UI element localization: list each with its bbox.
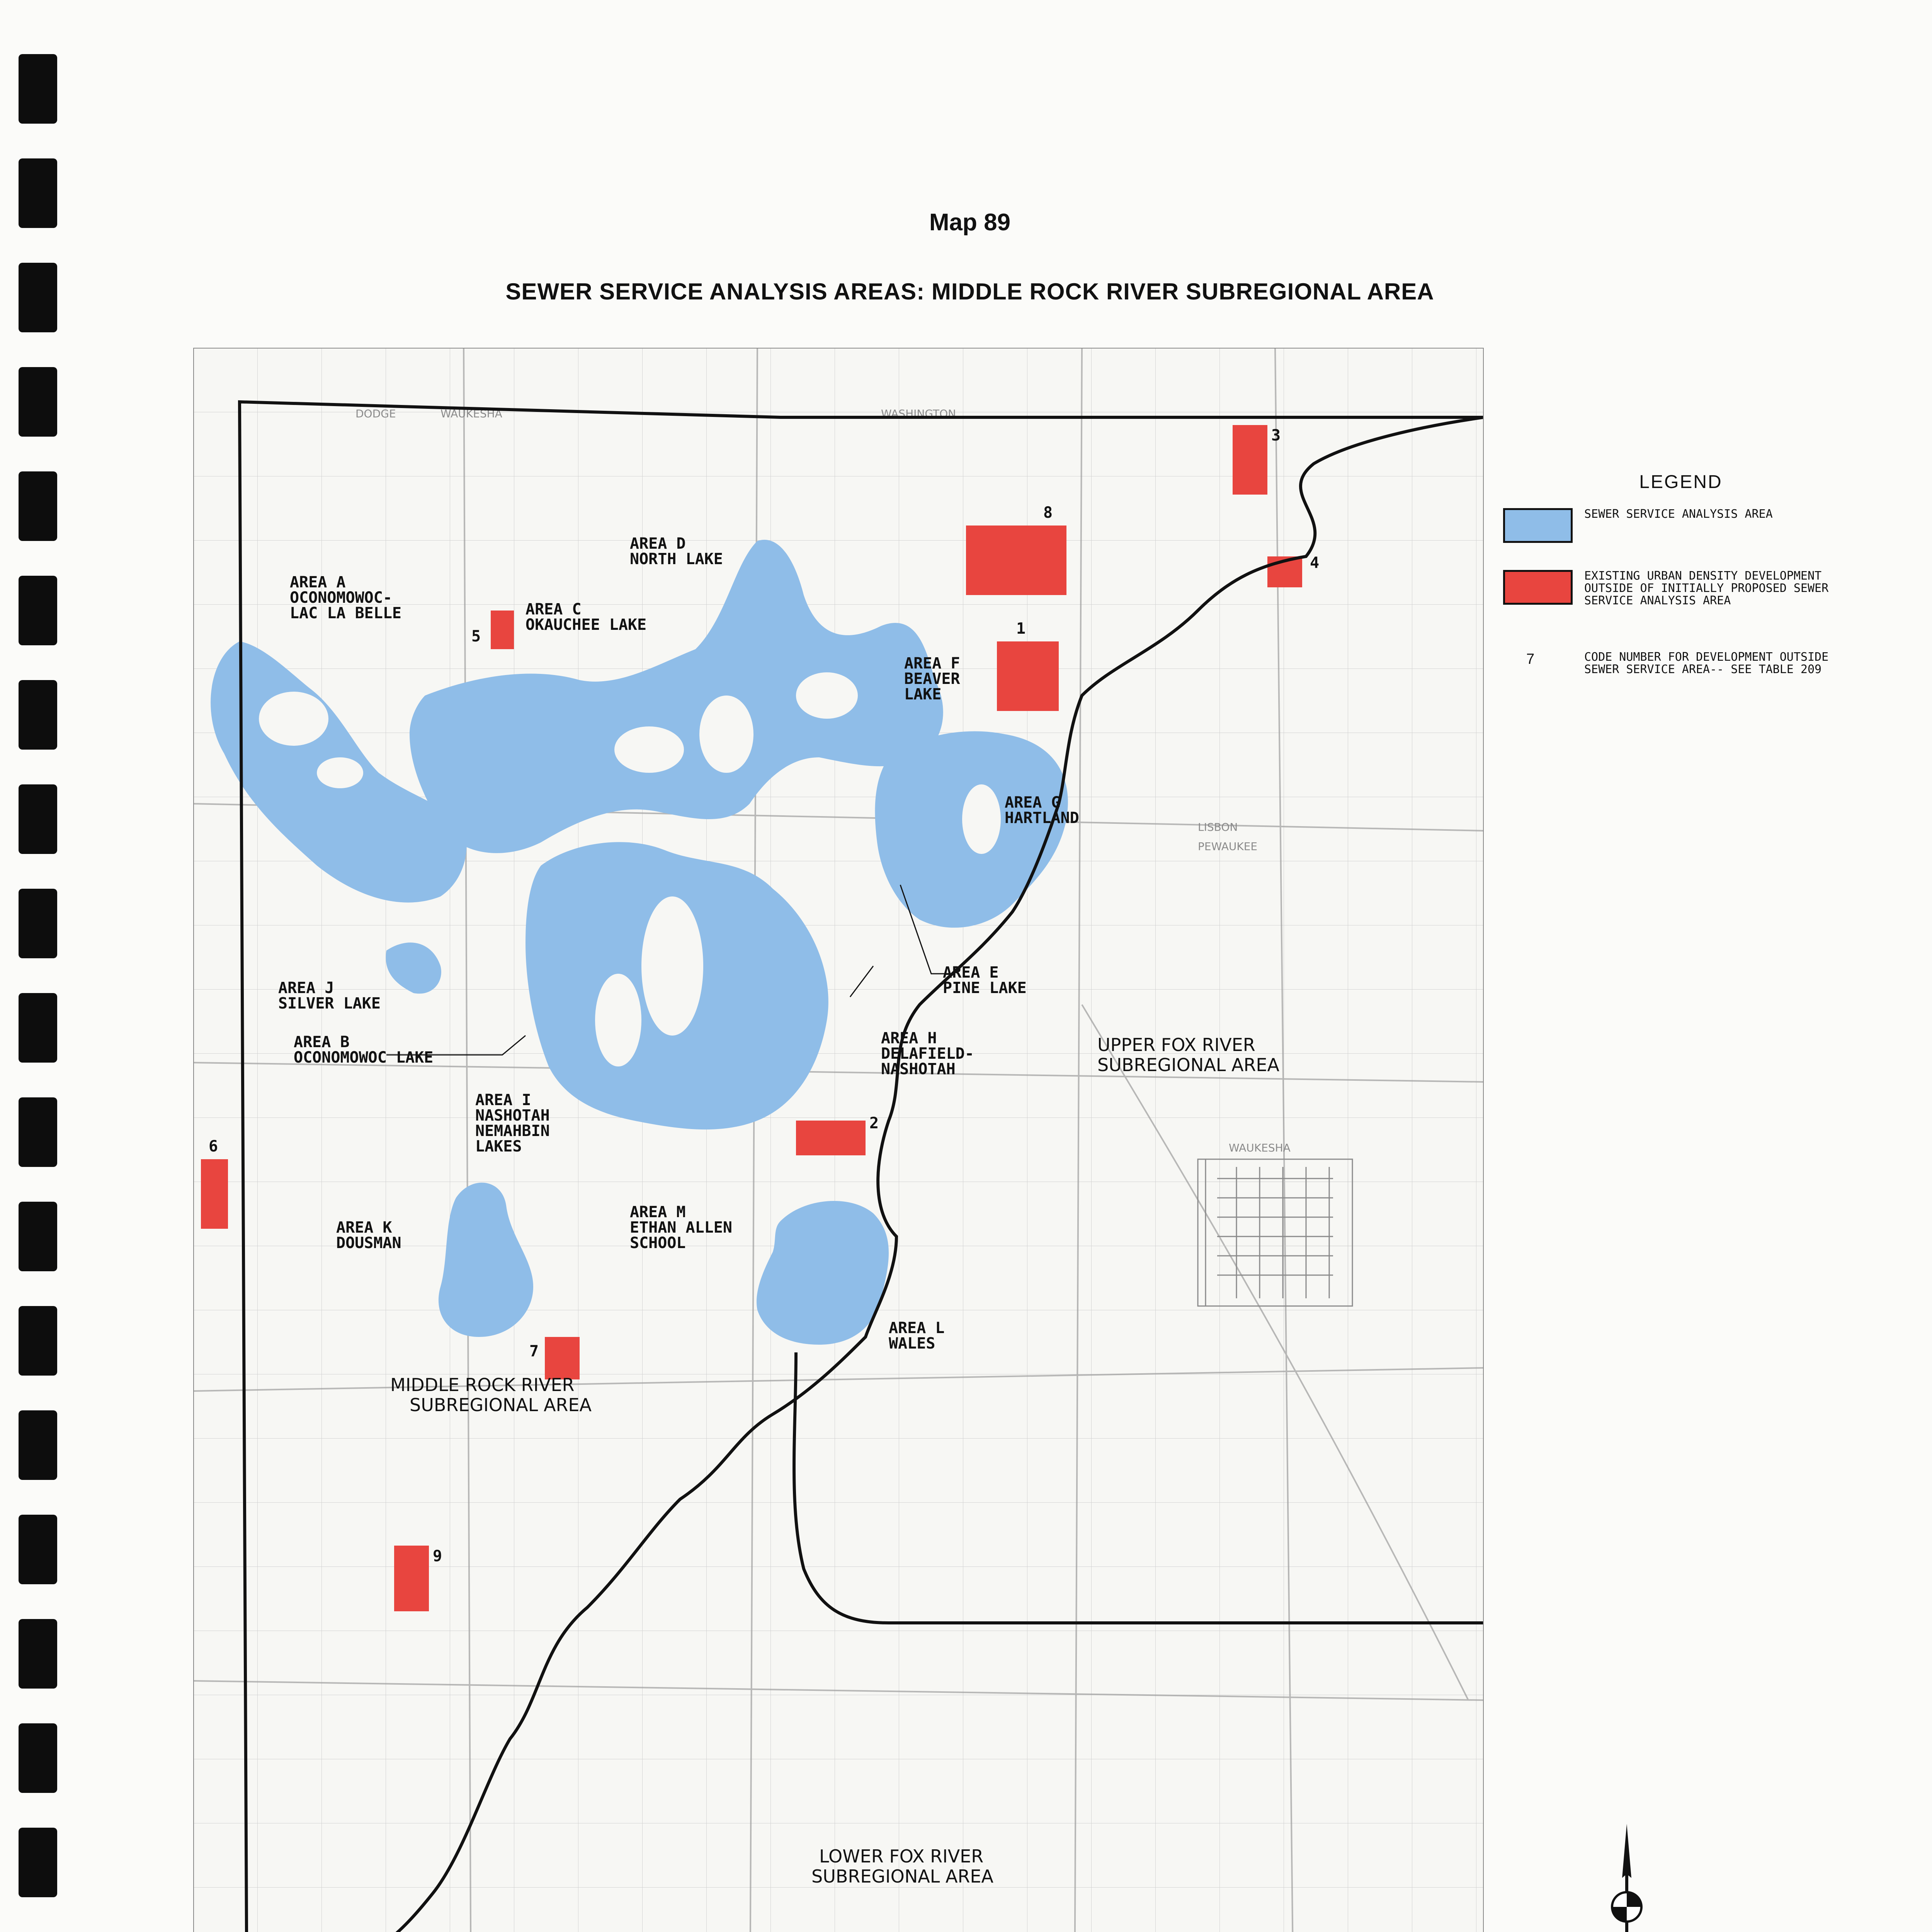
area-d-label: AREA D NORTH LAKE [630, 535, 723, 568]
binder-ring [19, 1828, 57, 1897]
urban-area-8 [966, 526, 1066, 595]
binder-ring [19, 576, 57, 645]
code-number: 6 [209, 1138, 218, 1155]
lower-fox-label: LOWER FOX RIVER SUBREGIONAL AREA [811, 1846, 993, 1887]
map-legend [1499, 471, 1832, 709]
area-g-label: AREA G HARTLAND [1005, 794, 1079, 827]
binder-ring [19, 993, 57, 1063]
urban-area-6 [201, 1159, 228, 1229]
urban-area-5 [491, 611, 514, 649]
binder-ring [19, 680, 57, 750]
code-number: 5 [471, 628, 481, 645]
binder-ring [19, 1306, 57, 1376]
code-number: 8 [1043, 504, 1053, 522]
legend-item [1499, 508, 1832, 554]
area-f-label: AREA F BEAVER LAKE [904, 655, 960, 703]
urban-area-3 [1233, 425, 1267, 495]
legend-text: EXISTING URBAN DENSITY DEVELOPMENT OUTSIDE OF INITIALLY PROPOSED SEWER SERVICE ANALYSIS AREA [1584, 569, 1829, 607]
town-label: WAUKESHA [1229, 1141, 1291, 1154]
town-label: PEWAUKEE [1198, 840, 1258, 853]
area-j-label: AREA J SILVER LAKE [278, 979, 381, 1012]
town-label: LISBON [1198, 821, 1238, 833]
legend-swatch-sewer-area [1503, 508, 1573, 543]
urban-area-1 [997, 641, 1059, 711]
area-a-label: AREA A OCONOMOWOC-LAC LA BELLE [290, 573, 401, 622]
urban-area-7 [545, 1337, 580, 1379]
legend-title: LEGEND [1639, 472, 1723, 492]
binder-ring [19, 54, 57, 124]
urban-area-2 [796, 1121, 866, 1155]
binder-ring [19, 367, 57, 437]
area-m-label: AREA M ETHAN ALLEN SCHOOL [630, 1203, 732, 1252]
area-c-label: AREA C OKAUCHEE LAKE [526, 600, 647, 634]
binder-ring [19, 1619, 57, 1689]
north-arrow-icon [1604, 1824, 1650, 1932]
middle-rock-label: MIDDLE ROCK RIVER SUBREGIONAL AREA [390, 1374, 592, 1415]
county-label: WAUKESHA [440, 407, 502, 420]
legend-item [1499, 651, 1832, 709]
code-number: 7 [529, 1342, 539, 1360]
binder-ring [19, 784, 57, 854]
binder-ring [19, 471, 57, 541]
code-number: 3 [1271, 427, 1281, 444]
map-number: Map 89 [929, 209, 1011, 236]
binder-ring [19, 1515, 57, 1584]
legend-item [1499, 570, 1832, 636]
area-h-label: AREA H DELAFIELD-NASHOTAH [881, 1029, 974, 1078]
urban-area-9 [394, 1546, 429, 1611]
sewer-service-map [193, 348, 1484, 1932]
code-number: 4 [1310, 554, 1320, 572]
legend-text: SEWER SERVICE ANALYSIS AREA [1584, 507, 1773, 521]
binder-ring [19, 1723, 57, 1793]
binder-ring [19, 889, 57, 958]
code-number: 2 [869, 1114, 879, 1132]
area-e-label: AREA E PINE LAKE [943, 964, 1027, 997]
waukesha-city [1198, 1159, 1352, 1306]
county-label: DODGE [355, 407, 396, 420]
upper-fox-label: UPPER FOX RIVER SUBREGIONAL AREA [1097, 1034, 1279, 1075]
area-l-label: AREA L WALES [889, 1319, 945, 1352]
area-k-label: AREA K DOUSMAN [336, 1219, 401, 1252]
map-title: SEWER SERVICE ANALYSIS AREAS: MIDDLE ROCK RIVER SUBREGIONAL AREA [505, 279, 1434, 304]
legend-code-sample: 7 [1526, 651, 1535, 667]
legend-text: CODE NUMBER FOR DEVELOPMENT OUTSIDE SEWER SERVICE AREA-- SEE TABLE 209 [1584, 650, 1829, 676]
binder-ring [19, 1202, 57, 1271]
county-label: WASHINGTON [881, 407, 956, 420]
binder-ring [19, 1097, 57, 1167]
code-number: 1 [1016, 620, 1026, 638]
binder-ring [19, 1410, 57, 1480]
area-b-label: AREA B OCONOMOWOC LAKE [294, 1033, 434, 1066]
code-number: 9 [433, 1547, 442, 1565]
area-i-label: AREA I NASHOTAH NEMAHBIN LAKES [475, 1091, 550, 1155]
legend-swatch-urban-outside [1503, 570, 1573, 605]
